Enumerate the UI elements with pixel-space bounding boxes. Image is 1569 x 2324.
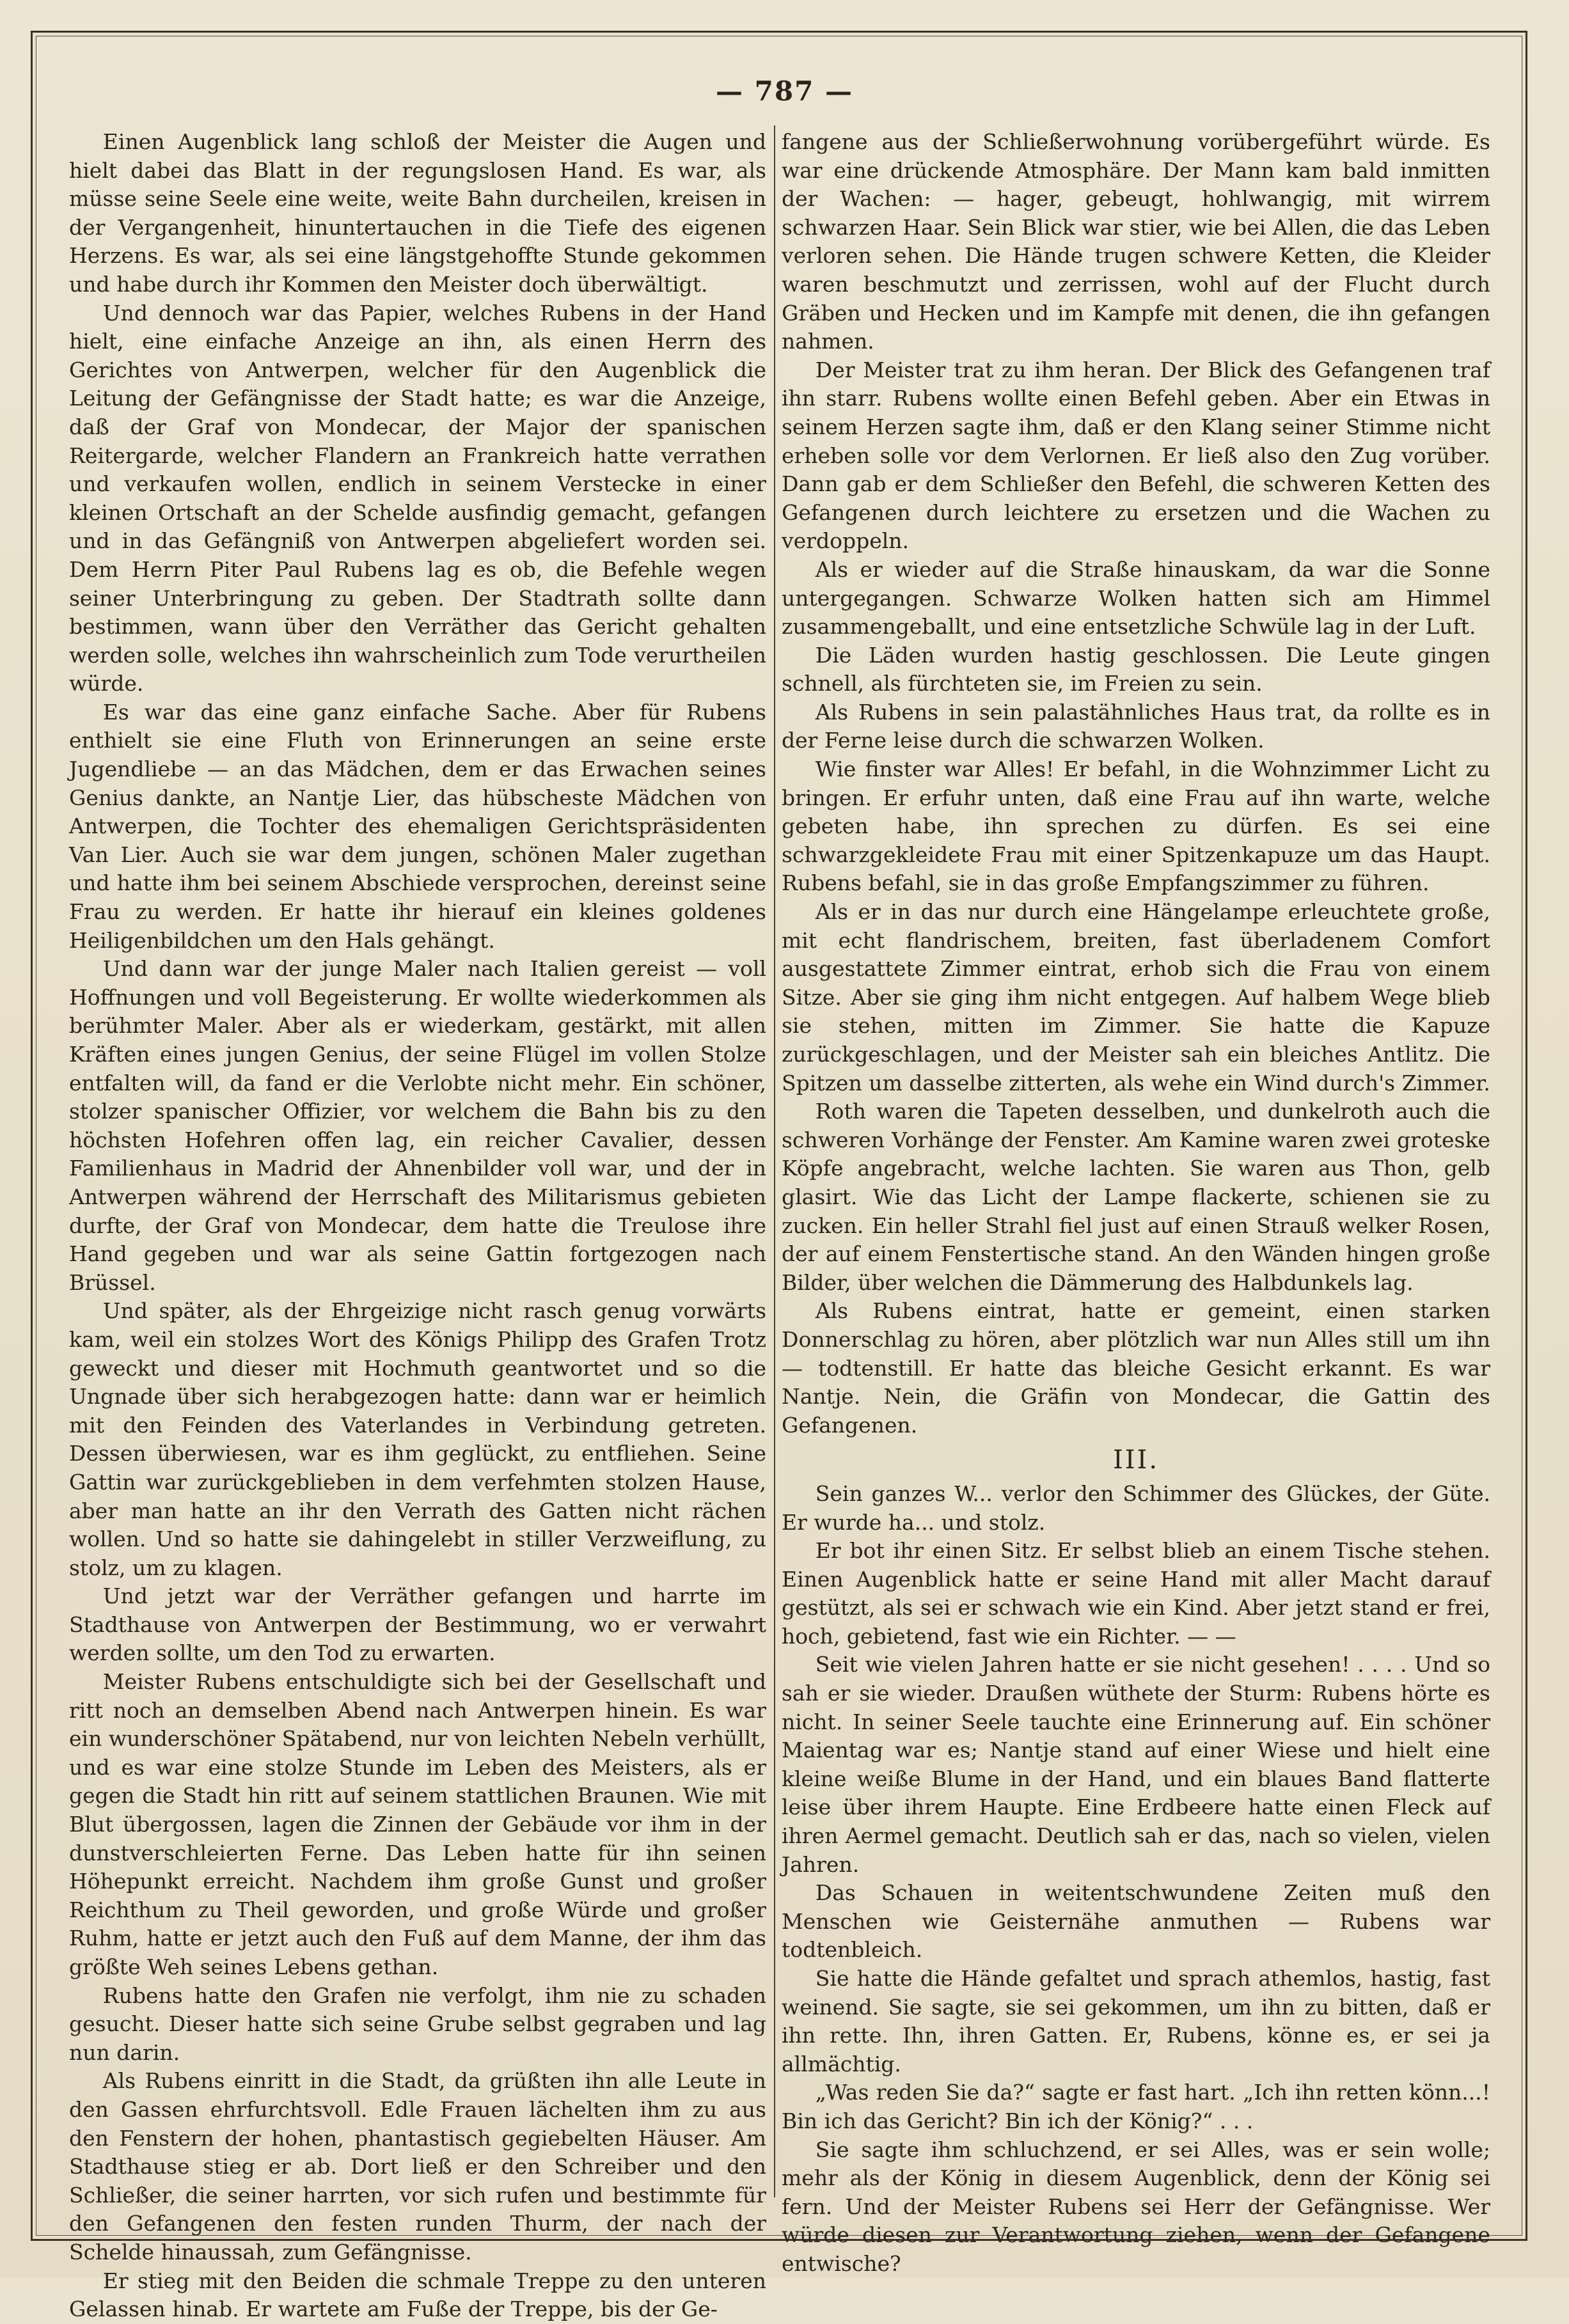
paragraph: Als Rubens eintrat, hatte er gemeint, einen starken Donnerschlag zu hören, aber plötzlich war nun Alles still um ihn — todtenstill. Er hatte das bleiche Gesicht erkannt. Es war Nantje. Nein, die Gräfin von Mondecar, die Gattin des Gefangenen.	[782, 1298, 1490, 1438]
right-column	[782, 128, 1490, 2279]
paragraph: Die Läden wurden hastig geschlossen. Die Leute gingen schnell, als fürchteten sie, im Freien zu sein.	[782, 642, 1490, 696]
paragraph: Er bot ihr einen Sitz. Er selbst blieb an einem Tische stehen. Einen Augenblick hatte er seine Hand mit aller Macht darauf gestützt, als sei er schwach wie ein Kind. Aber jetzt stand er frei, hoch, gebietend, fast wie ein Richter. — —	[782, 1538, 1490, 1649]
paragraph: Sie hatte die Hände gefaltet und sprach athemlos, hastig, fast weinend. Sie sagte, sie sei gekommen, um ihn zu bitten, daß er ihn rette. Ihn, ihren Gatten. Er, Rubens, könne es, er sei ja allmächtig.	[782, 1966, 1490, 2077]
paragraph: Seit wie vielen Jahren hatte er sie nicht gesehen! . . . . Und so sah er sie wieder. Draußen wüthete der Sturm: Rubens hörte es nicht. In seiner Seele tauchte eine Erinnerung auf. Ein schöner Maientag war es; Nantje stand auf einer Wiese und hielt eine kleine weiße Blume in der Hand, und ein blaues Band flatterte leise über ihrem Haupte. Eine Erdbeere hatte einen Fleck auf ihren Aermel gemacht. Deutlich sah er das, nach so vielen, vielen Jahren.	[782, 1652, 1490, 1877]
paragraph: Sie sagte ihm schluchzend, er sei Alles, was er sein wolle; mehr als der König in diesem Augenblick, denn der König sei fern. Und der Meister Rubens sei Herr der Gefängnisse. Wer würde diesen zur Verantwortung ziehen, wenn der Gefangene entwische?	[782, 2137, 1490, 2276]
paragraph: Der Meister trat zu ihm heran. Der Blick des Gefangenen traf ihn starr. Rubens wollte einen Befehl geben. Aber ein Etwas in seinem Herzen sagte ihm, daß er den Klang seiner Stimme nicht erheben solle vor dem Verlornen. Er ließ also den Zug vorüber. Dann gab er dem Schließer den Befehl, die schweren Ketten des Gefangenen durch leichtere zu ersetzen und die Wachen zu verdoppeln.	[782, 357, 1490, 554]
paragraph: Als er in das nur durch eine Hängelampe erleuchtete große, mit echt flandrischem, breiten, fast überladenem Comfort ausgestattete Zimmer eintrat, erhob sich die Frau von einem Sitze. Aber sie ging ihm nicht entgegen. Auf halbem Wege blieb sie stehen, mitten im Zimmer. Sie hatte die Kapuze zurückgeschlagen, und der Meister sah ein bleiches Antlitz. Die Spitzen um dasselbe zitterten, als wehe ein Wind durch's Zimmer.	[782, 899, 1490, 1095]
page-number: — 787 —	[716, 75, 853, 107]
paragraph: Rubens hatte den Grafen nie verfolgt, ihm nie zu schaden gesucht. Dieser hatte sich seine Grube selbst gegraben und lag nun darin.	[69, 1982, 766, 2065]
paragraph: Als Rubens in sein palastähnliches Haus trat, da rollte es in der Ferne leise durch die schwarzen Wolken.	[782, 699, 1490, 753]
column-divider	[774, 125, 775, 2197]
left-column	[69, 128, 766, 2324]
paragraph: Meister Rubens entschuldigte sich bei der Gesellschaft und ritt noch an demselben Abend nach Antwerpen hinein. Es war ein wunderschöner Spätabend, nur von leichten Nebeln verhüllt, und es war eine stolze Stunde im Leben des Meisters, als er gegen die Stadt hin ritt auf seinem stattlichen Braunen. Wie mit Blut übergossen, lagen die Zinnen der Gebäude vor ihm in der dunstverschleierten Ferne. Das Leben hatte für ihn seinen Höhepunkt erreicht. Nachdem ihm große Gunst und großer Reichthum zu Theil geworden, und große Würde und großer Ruhm, hatte er jetzt auch den Fuß auf dem Manne, der ihm das größte Weh seines Lebens gethan.	[69, 1669, 766, 1979]
paragraph: Und dennoch war das Papier, welches Rubens in der Hand hielt, eine einfache Anzeige an ihn, als einen Herrn des Gerichtes von Antwerpen, welcher für den Augenblick die Leitung der Gefängnisse der Stadt hatte; es war die Anzeige, daß der Graf von Mondecar, der Major der spanischen Reitergarde, welcher Flandern an Frankreich hatte verrathen und verkaufen wollen, endlich in seinem Verstecke in einer kleinen Ortschaft an der Schelde ausfindig gemacht, gefangen und in das Gefängniß von Antwerpen abgeliefert worden sei. Dem Herrn Piter Paul Rubens lag es ob, die Befehle wegen seiner Unterbringung zu geben. Der Stadtrath sollte dann bestimmen, wann über den Verräther das Gericht gehalten werden solle, welches ihn wahrscheinlich zum Tode verurtheilen würde.	[69, 300, 766, 696]
paragraph: Es war das eine ganz einfache Sache. Aber für Rubens enthielt sie eine Fluth von Erinnerungen an seine erste Jugendliebe — an das Mädchen, dem er das Erwachen seines Genius dankte, an Nantje Lier, das hübscheste Mädchen von Antwerpen, die Tochter des ehemaligen Gerichtspräsidenten Van Lier. Auch sie war dem jungen, schönen Maler zugethan und hatte ihm bei seinem Abschiede versprochen, dereinst seine Frau zu werden. Er hatte ihr hierauf ein kleines goldenes Heiligenbildchen um den Hals gehängt.	[69, 699, 766, 953]
paragraph: Wie finster war Alles! Er befahl, in die Wohnzimmer Licht zu bringen. Er erfuhr unten, daß eine Frau auf ihn warte, welche gebeten habe, ihn sprechen zu dürfen. Es sei eine schwarzgekleidete Frau mit einer Spitzenkapuze um das Haupt. Rubens befahl, sie in das große Empfangszimmer zu führen.	[782, 757, 1490, 896]
paragraph: Als er wieder auf die Straße hinauskam, da war die Sonne untergegangen. Schwarze Wolken hatten sich am Himmel zusammengeballt, und eine entsetzliche Schwüle lag in der Luft.	[782, 556, 1490, 640]
paragraph: Als Rubens einritt in die Stadt, da grüßten ihn alle Leute in den Gassen ehrfurchtsvoll. Edle Frauen lächelten ihm zu aus den Fenstern der hohen, phantastisch gegiebelten Häuser. Am Stadthause stieg er ab. Dort ließ er den Schreiber und den Schließer, die seiner harrten, vor sich rufen und bestimmte für den Gefangenen den festen runden Thurm, der nach der Schelde hinaussah, zum Gefängnisse.	[69, 2068, 766, 2265]
paragraph: Sein ganzes W... verlor den Schimmer des Glückes, der Güte. Er wurde ha... und stolz.	[782, 1480, 1490, 1535]
paragraph: fangene aus der Schließerwohnung vorübergeführt würde. Es war eine drückende Atmosphäre. Der Mann kam bald inmitten der Wachen: — hager, gebeugt, hohlwangig, mit wirrem schwarzen Haar. Sein Blick war stier, wie bei Allen, die das Leben verloren sehen. Die Hände trugen schwere Ketten, die Kleider waren beschmutzt und zerrissen, wohl auf der Flucht durch Gräben und Hecken und im Kampfe mit denen, die ihn gefangen nahmen.	[782, 129, 1490, 354]
paragraph: Er stieg mit den Beiden die schmale Treppe zu den unteren Gelassen hinab. Er wartete am Fuße der Treppe, bis der Ge-	[69, 2268, 766, 2322]
paragraph: Und dann war der junge Maler nach Italien gereist — voll Hoffnungen und voll Begeisterung. Er wollte wiederkommen als berühmter Maler. Aber als er wiederkam, gestärkt, mit allen Kräften eines jungen Genius, der seine Flügel im vollen Stolze entfalten will, da fand er die Verlobte nicht mehr. Ein schöner, stolzer spanischer Offizier, vor welchem die Bahn bis zu den höchsten Hofehren offen lag, ein reicher Cavalier, dessen Familienhaus in Madrid der Ahnenbilder voll war, und der in Antwerpen während der Herrschaft des Militarismus gebieten durfte, der Graf von Mondecar, dem hatte die Treulose ihre Hand gegeben und war als seine Gattin fortgezogen nach Brüssel.	[69, 956, 766, 1295]
section-heading: III.	[1112, 1445, 1160, 1475]
paragraph: Roth waren die Tapeten desselben, und dunkelroth auch die schweren Vorhänge der Fenster. Am Kamine waren zwei groteske Köpfe angebracht, welche lachten. Sie waren aus Thon, gelb glasirt. Wie das Licht der Lampe flackerte, schienen sie zu zucken. Ein heller Strahl fiel just auf einen Strauß welker Rosen, der auf einem Fenstertische stand. An den Wänden hingen große Bilder, über welchen die Dämmerung des Halbdunkels lag.	[782, 1099, 1490, 1295]
paragraph: „Was reden Sie da?“ sagte er fast hart. „Ich ihn retten könn...! Bin ich das Gericht? Bin ich der König?“ . . .	[782, 2080, 1490, 2133]
paragraph: Und später, als der Ehrgeizige nicht rasch genug vorwärts kam, weil ein stolzes Wort des Königs Philipp des Grafen Trotz geweckt und dieser mit Hochmuth geantwortet und so die Ungnade über sich herabgezogen hatte: dann war er heimlich mit den Feinden des Vaterlandes in Verbindung getreten. Dessen überwiesen, war es ihm geglückt, zu entfliehen. Seine Gattin war zurückgeblieben in dem verfehmten stolzen Hause, aber man hatte an ihr den Verrath des Gatten nicht rächen wollen. Und so hatte sie dahingelebt in stiller Verzweiflung, zu stolz, um zu klagen.	[69, 1298, 766, 1580]
paragraph: Und jetzt war der Verräther gefangen und harrte im Stadthause von Antwerpen der Bestimmung, wo er verwahrt werden sollte, um den Tod zu erwarten.	[69, 1583, 766, 1666]
paragraph: Einen Augenblick lang schloß der Meister die Augen und hielt dabei das Blatt in der regungslosen Hand. Es war, als müsse seine Seele eine weite, weite Bahn durcheilen, kreisen in der Vergangenheit, hinuntertauchen in die Tiefe des eigenen Herzens. Es war, als sei eine längstgehoffte Stunde gekommen und habe durch ihr Kommen den Meister doch überwältigt.	[69, 129, 766, 297]
paragraph: Das Schauen in weitentschwundene Zeiten muß den Menschen wie Geisternähe anmuthen — Rubens war todtenbleich.	[782, 1880, 1490, 1963]
